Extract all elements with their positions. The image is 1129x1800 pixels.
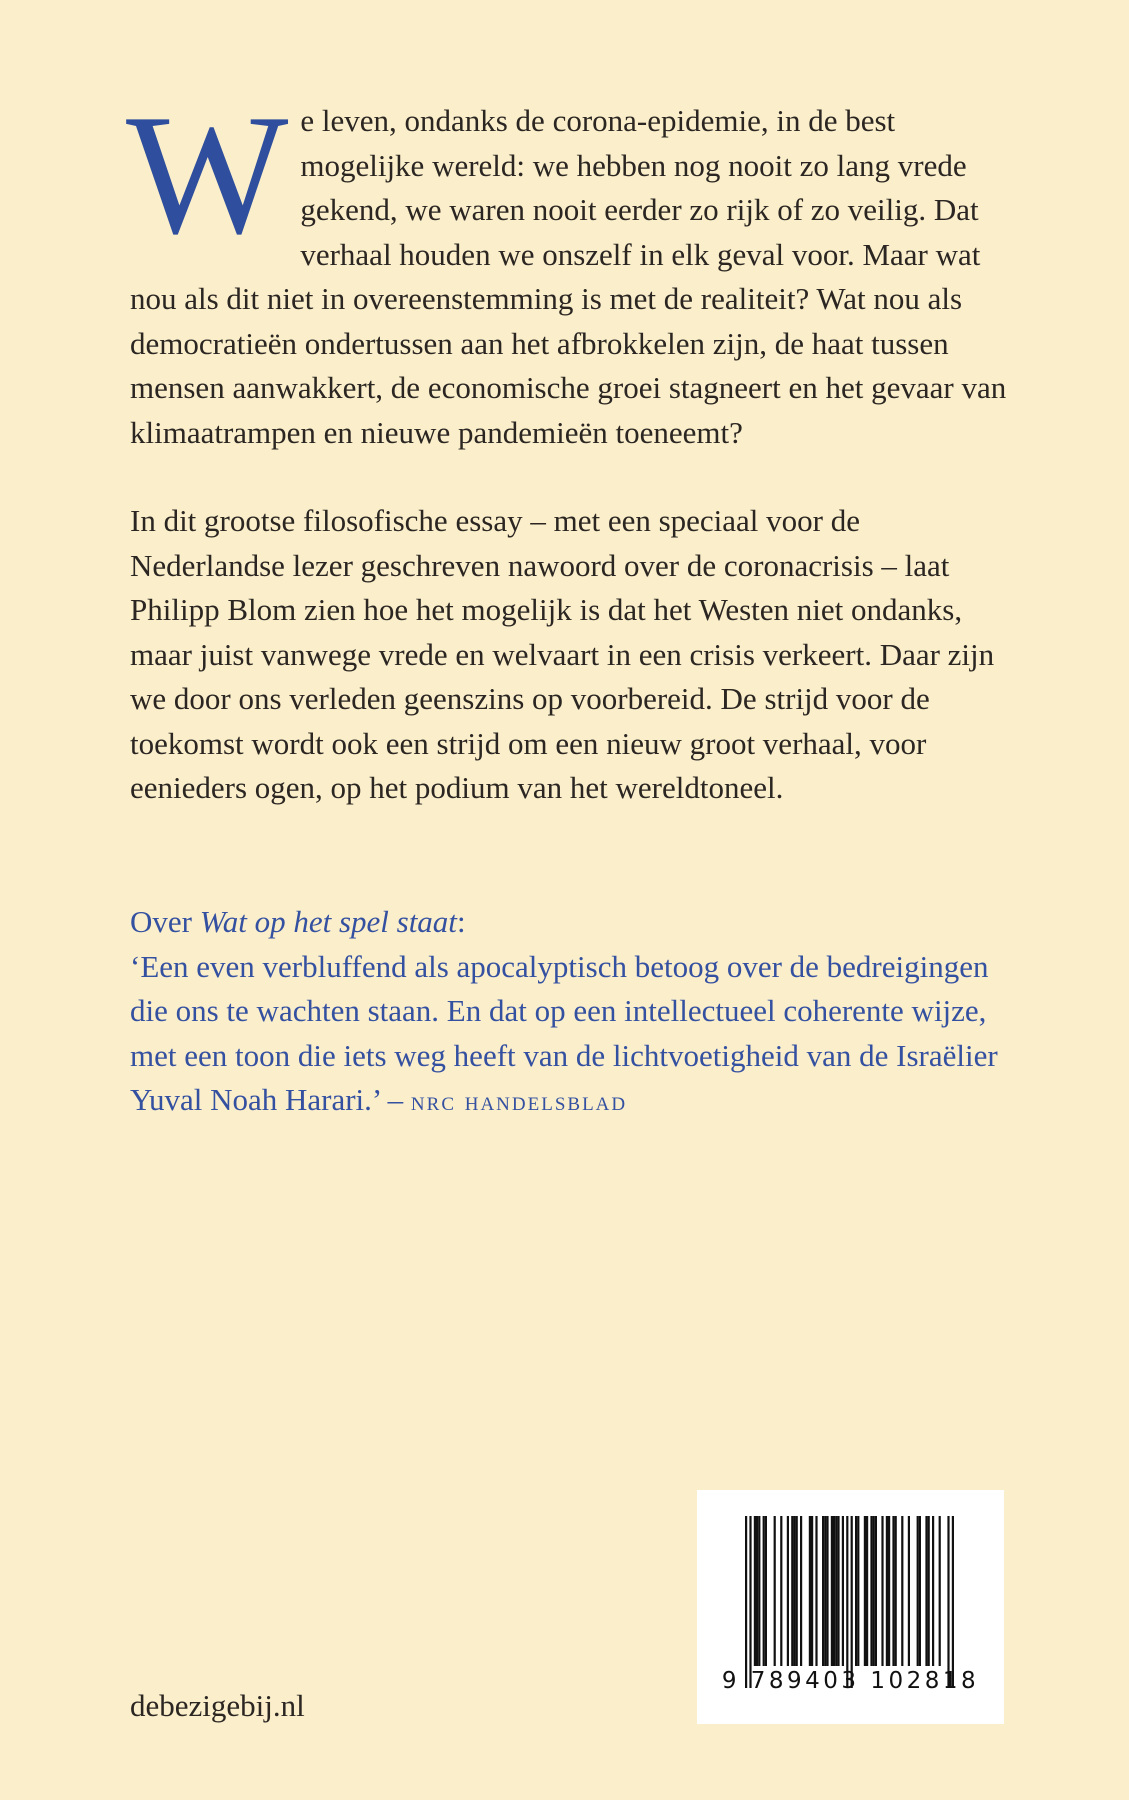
review-dash: –	[379, 1082, 411, 1117]
barcode-bar	[952, 1516, 954, 1688]
barcode-bar	[875, 1516, 877, 1666]
barcode-bar	[932, 1516, 934, 1666]
barcode-bar	[917, 1516, 919, 1666]
barcode-bar	[833, 1516, 835, 1666]
barcode-bar	[835, 1516, 837, 1666]
barcode-bar	[901, 1516, 903, 1666]
barcode-bar	[791, 1516, 793, 1666]
barcode-bar	[824, 1516, 826, 1666]
barcode-bar	[908, 1516, 910, 1666]
barcode-bar	[815, 1516, 817, 1666]
barcode-bar	[758, 1516, 760, 1666]
barcode-bar	[822, 1516, 824, 1666]
barcode-label	[697, 1490, 1004, 1724]
barcode-bar	[919, 1516, 921, 1666]
barcode-bar	[855, 1516, 857, 1666]
barcode-bar	[886, 1516, 888, 1666]
barcode-bar	[881, 1516, 883, 1666]
review-block	[130, 900, 1010, 1124]
barcode-bar	[892, 1516, 894, 1666]
barcode-bar	[800, 1516, 802, 1666]
description-text: In dit grootse filosofische essay – met een speciaal voor de Nederlandse lezer geschreven nawoord over de coronacrisis – laat Philipp Blom zien hoe het mogelijk is dat het Westen niet ondanks, maar juist vanwege vrede en welvaart in een crisis verkeert. Daar zijn we door ons verleden geenszins op voorbereid. De strijd voor de toekomst wordt ook een strijd om een nieuw groot verhaal, voor eenieders ogen, op het podium van het wereldtoneel.	[130, 503, 995, 805]
barcode-bar	[846, 1516, 848, 1688]
barcode-bar	[796, 1516, 798, 1666]
barcode-bar	[774, 1516, 776, 1666]
drop-cap: W	[126, 80, 289, 270]
intro-paragraph	[126, 80, 1010, 455]
barcode-bar	[873, 1516, 875, 1666]
barcode-bar	[793, 1516, 795, 1666]
barcode-bar	[756, 1516, 758, 1666]
review-heading	[130, 900, 1010, 945]
review-quote-text: ‘Een even verbluffend als apocalyptisch betoog over de bedreigingen die ons te wachten staan. En dat op een intellectueel coherente wijze, met een toon die iets weg heeft van de lichtvoetigheid van de Israëlier Yuval Noah Harari.’	[130, 948, 998, 1117]
review-source: nrc handelsblad	[410, 1086, 628, 1116]
review-suffix: :	[456, 904, 466, 939]
barcode-bar	[811, 1516, 813, 1666]
barcode-bar	[888, 1516, 890, 1666]
barcode-bar	[947, 1516, 949, 1688]
barcode-bar	[939, 1516, 941, 1666]
publisher-website: debezigebij.nl	[130, 1688, 305, 1723]
barcode-bar	[754, 1516, 756, 1666]
barcode-bar	[842, 1516, 844, 1666]
barcode-bar	[925, 1516, 927, 1666]
barcode-bar	[870, 1516, 872, 1666]
intro-text: e leven, ondanks de corona-epidemie, in de best mogelijke wereld: we hebben nog nooit zo lang vrede gekend, we waren nooit eerder zo rijk of zo veilig. Dat verhaal houden we onszelf in elk geval voor. Maar wat nou als dit niet in overeenstemming is met de realiteit? Wat nou als democratieën ondertussen aan het afbrokkelen zijn, de haat tussen mensen aanwakkert, de economische groei stagneert en het gevaar van klimaatrampen en nieuwe pandemieën toeneemt?	[130, 103, 1007, 450]
barcode-bar	[809, 1516, 811, 1666]
barcode-bar	[765, 1516, 767, 1666]
barcode-bar	[787, 1516, 789, 1666]
description-paragraph	[130, 499, 1010, 811]
barcode-bar	[763, 1516, 765, 1666]
review-quote	[130, 945, 1010, 1124]
barcode-bar	[826, 1516, 828, 1666]
barcode-bar	[831, 1516, 833, 1666]
barcode-bar	[928, 1516, 930, 1666]
review-book-title: Wat op het spel staat	[199, 904, 457, 939]
barcode-bar	[895, 1516, 897, 1666]
barcode-bar	[749, 1516, 751, 1688]
barcode-bar	[866, 1516, 868, 1666]
barcode-bar	[745, 1516, 747, 1688]
review-prefix: Over	[130, 904, 200, 939]
barcode-bar	[857, 1516, 859, 1666]
barcode-bar	[864, 1516, 866, 1666]
barcode-bar	[851, 1516, 853, 1688]
barcode-bar	[837, 1516, 839, 1666]
barcode-bar	[780, 1516, 782, 1666]
isbn-number: 9 789403 102818	[721, 1668, 980, 1694]
